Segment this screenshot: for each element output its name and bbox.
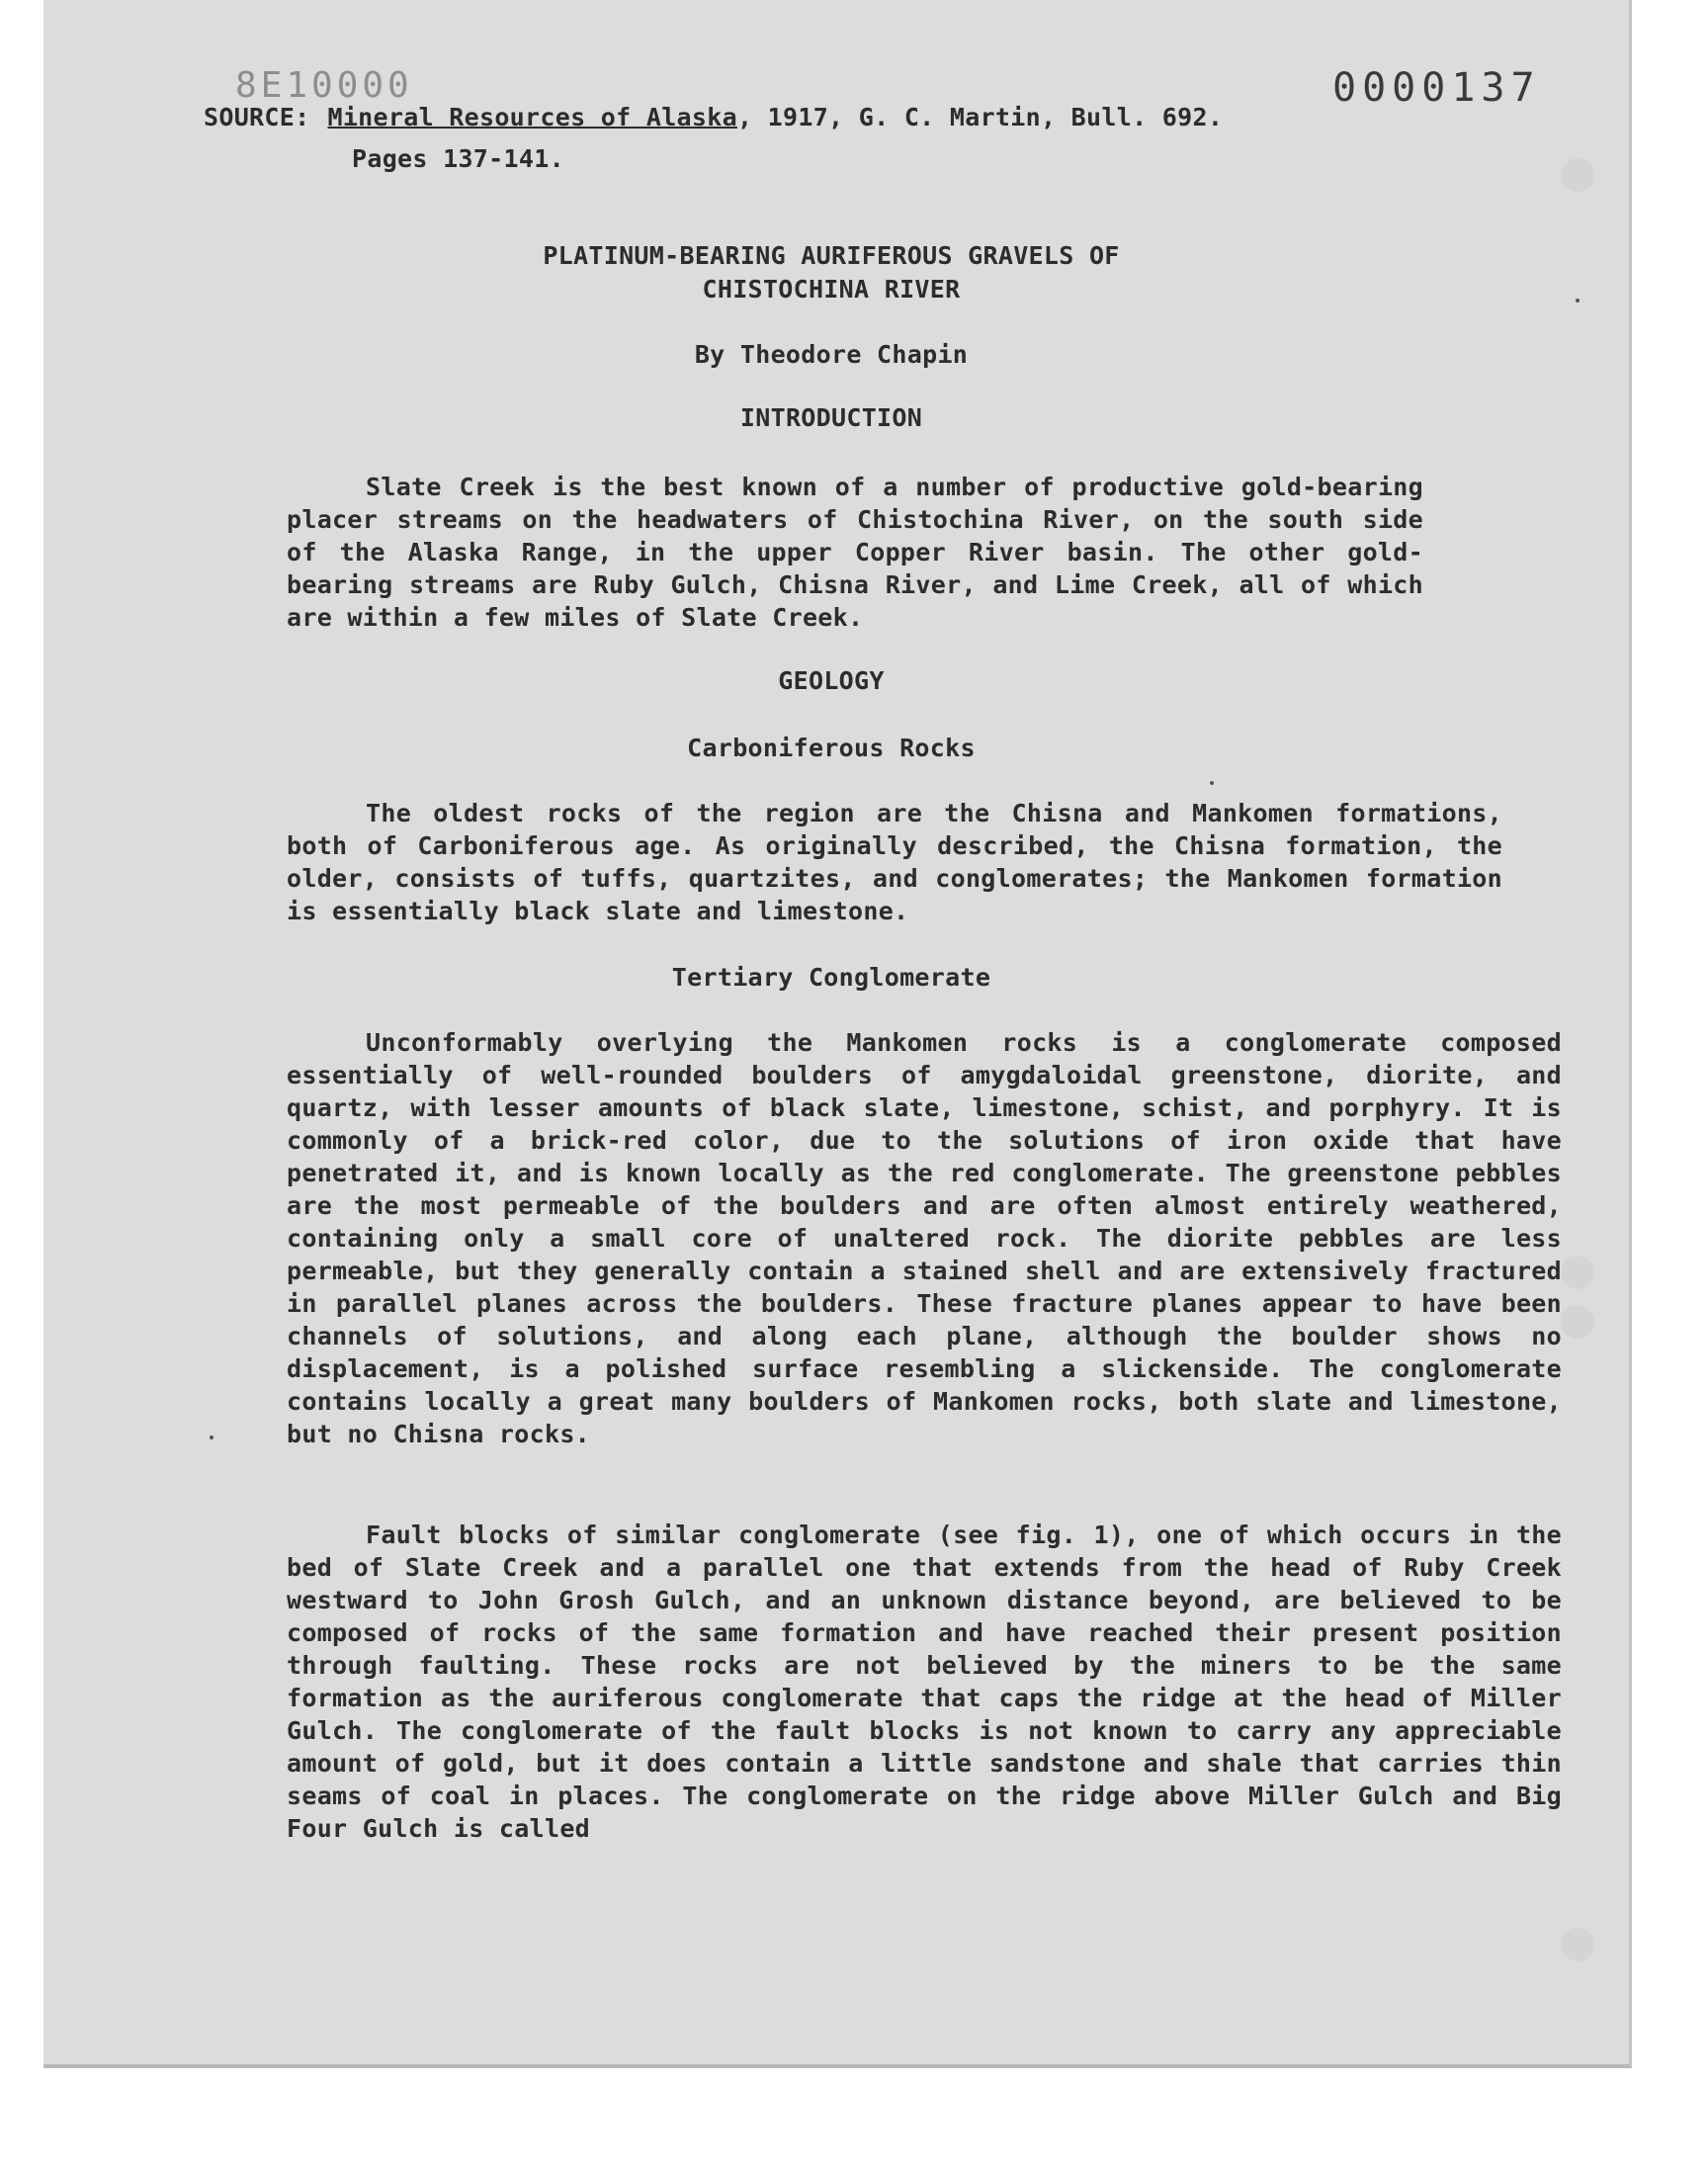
binder-hole-shadow xyxy=(1561,158,1594,192)
tertiary-paragraph-1: Unconformably overlying the Mankomen rocks is a conglomerate composed essentially of well-rounded boulders of amygdaloidal greenstone, diorite, and quartz, with lesser amounts of black slate, limestone, schist, and porphyry. It is commonly of a brick-red color, due to the solutions of iron oxide that have penetrated it, and is known locally as the red conglomerate. The greenstone pebbles are the most permeable of the boulders and are often almost entirely weathered, containing only a small core of unaltered rock. The diorite pebbles are less permeable, but they generally contain a stained shell and are extensively fractured in parallel planes across the boulders. These fracture planes appear to have been channels of solutions, and along each plane, although the boulder shows no displacement, is a polished surface resembling a slickenside. The conglomerate contains locally a great many boulders of Mankomen rocks, both slate and limestone, but no Chisna rocks. xyxy=(287,1028,1562,1448)
geology-heading: GEOLOGY xyxy=(778,666,885,695)
carboniferous-paragraph: The oldest rocks of the region are the Chisna and Mankomen formations, both of Carboniferous age. As originally described, the Chisna formation, the older, consists of tuffs, quartzites, and conglomerates; the Mankomen formation is essentially black slate and limestone. xyxy=(287,799,1502,925)
binder-hole-shadow xyxy=(1561,1256,1594,1289)
scan-speck xyxy=(1576,299,1580,303)
carboniferous-heading: Carboniferous Rocks xyxy=(687,734,976,762)
source-details: , 1917, G. C. Martin, Bull. 692. xyxy=(736,103,1224,131)
scan-speck xyxy=(1210,781,1214,785)
page-sequence-number: 0000137 xyxy=(1332,65,1541,111)
tertiary-paragraph-2: Fault blocks of similar conglomerate (see fig. 1), one of which occurs in the bed of Slate Creek and a parallel one that extends from the head of Ruby Creek westward to John Grosh Gulch, and an unknown distance beyond, are believed to be composed of rocks of the same formation and have reached their present position through faulting. These rocks are not believed by the miners to be the same formation as the auriferous conglomerate that caps the ridge at the head of Miller Gulch. The conglomerate of the fault blocks is not known to carry any appreciable amount of gold, but it does contain a little sandstone and shale that carries thin seams of coal in places. The conglomerate on the ridge above Miller Gulch and Big Four Gulch is called xyxy=(287,1521,1562,1843)
article-title-line-1: PLATINUM-BEARING AURIFEROUS GRAVELS OF xyxy=(543,241,1120,270)
source-citation xyxy=(204,103,1223,131)
introduction-heading: INTRODUCTION xyxy=(739,403,923,432)
scan-speck xyxy=(210,1436,214,1439)
binder-hole-shadow xyxy=(1561,1928,1594,1961)
document-stamp-number: 8E10000 xyxy=(235,65,413,106)
introduction-paragraph: Slate Creek is the best known of a number of productive gold-bearing placer streams on the headwaters of Chistochina River, on the south side of the Alaska Range, in the upper Copper River basin. The other gold-bearing streams are Ruby Gulch, Chisna River, and Lime Creek, all of which are within a few miles of Slate Creek. xyxy=(287,473,1423,632)
article-byline: By Theodore Chapin xyxy=(694,340,969,369)
source-pages: Pages 137-141. xyxy=(352,144,564,173)
source-publication: Mineral Resources of Alaska xyxy=(327,103,737,131)
tertiary-heading: Tertiary Conglomerate xyxy=(671,963,991,992)
source-label: SOURCE: xyxy=(204,103,310,131)
article-title-line-2: CHISTOCHINA RIVER xyxy=(702,275,961,304)
binder-hole-shadow xyxy=(1561,1305,1594,1339)
